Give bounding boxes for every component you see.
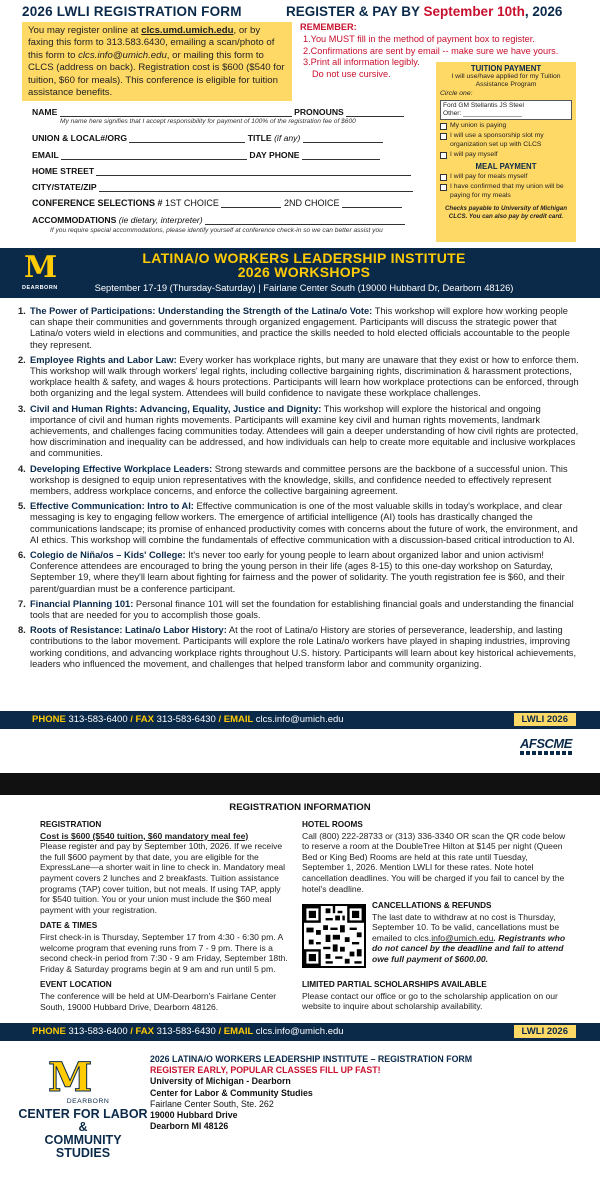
signature-note: My name here signifies that I accept responsibility for payment of 100% of the registration fee of $600 [60,118,356,125]
conf-row [32,198,402,208]
workshop-title: The Power of Participations: Understanding the Strength of the Latina/o Vote: [30,306,373,316]
afscme-logo-stripes [520,751,572,755]
address-line: 19000 Hubbard Drive [150,1110,238,1121]
conf-label: CONFERENCE SELECTIONS # [32,198,163,208]
um-logo: M [24,250,58,285]
checkbox[interactable] [440,123,447,130]
name-label: NAME [32,107,58,117]
phone-label: PHONE [32,714,66,725]
remember-item: 3.Print all information legibly. [303,57,420,68]
remember-item: 2.Confirmations are sent by email -- make sure we have yours. [303,45,559,56]
union-field[interactable] [129,134,245,143]
check-label: I have confirmed that my union will be paying for my meals [450,183,564,199]
city-label: CITY/STATE/ZIP [32,182,97,192]
meal-payment-title: MEAL PAYMENT [475,162,537,172]
first-choice-label: 1ST CHOICE [165,198,219,208]
cancellations [372,901,572,965]
workshop-title: Effective Communication: Intro to AI: [30,501,194,512]
email-label: EMAIL [223,1026,254,1037]
remember-title: REMEMBER: [300,22,357,32]
address-line: Center for Labor & Community Studies [150,1087,313,1098]
cancel-text-1: The last date to withdraw at no cost is Thursday, September 10. To be valid, cancellations must be emailed to clcs. [372,911,560,943]
email-label: EMAIL [223,714,254,725]
deadline-suffix: , 2026 [524,4,563,19]
city-row [32,182,413,192]
checkbox[interactable] [440,174,447,181]
dates-heading: DATE & TIMES [40,921,98,931]
union-label: UNION & LOCAL#/ORG [32,133,128,143]
registration-info-title: REGISTRATION INFORMATION [229,802,371,813]
fax-label: FAX [135,1026,155,1037]
email-value[interactable]: clcs.info@umich.edu [255,714,344,725]
workshop-number: 4. [18,463,26,474]
pronouns-label: PRONOUNS [294,107,344,117]
lwli-tag: LWLI 2026 [514,1025,576,1038]
address-line: Dearborn MI 48126 [150,1121,229,1132]
workshop-number: 1. [18,306,26,316]
mailing-title: 2026 LATINA/O WORKERS LEADERSHIP INSTITUTE – REGISTRATION FORM [150,1054,473,1064]
workshop-item [18,306,584,351]
reg-info-left [40,820,290,1012]
check-union-paying[interactable] [440,122,572,130]
workshop-body: Personal finance 101 will set the foundation for establishing financial goals and understanding the financial tools that are needed for you to accomplish those goals. [30,598,574,621]
workshop-item [18,625,584,670]
tuition-line: I will use/have applied for my Tuition Assistance Program [451,73,561,89]
check-meals-myself[interactable] [440,173,572,181]
tap-options[interactable] [440,100,572,120]
remember-item: Do not use cursive. [312,69,391,80]
register-deadline [286,4,562,19]
check-pay-myself[interactable] [440,151,572,159]
tap-other-label: Other: [443,110,462,118]
workshop-title: Colegio de Niña/os – Kids' College: [30,550,186,561]
fax-label: FAX [135,714,155,725]
first-choice-field[interactable] [221,199,281,208]
intro-text-2: , or by faxing this form to 313.583.6430, emailing a scan/photo of this form to [28,25,275,61]
email-value[interactable]: clcs.info@umich.edu [255,1026,344,1037]
page-divider [0,773,600,795]
title-label: TITLE [247,133,272,143]
form-title: 2026 LWLI REGISTRATION FORM [22,4,242,19]
workshop-item [18,464,584,498]
cancel-text-2: . Registrants who do not cancel by the deadline and fail to attend owe full payment of $600.00. [372,932,566,964]
clcs-name-line1: CENTER FOR LABOR & [18,1107,148,1134]
tuition-payment-title: TUITION PAYMENT [470,64,542,73]
registration-text: Please register and pay by September 10th, 2026. If we receive the full $600 payment by that date, you are eligible for the ExpressLane—a shorter wait in line to check in. Mandatory meal payment covers 2 lunches and 2 breakfasts. Tuition assistance programs (TAP) cover tuition, but not meals. If using TAP, apply for $540 tuition. You or your union must include the $60 meal payment with your registration. [40,841,286,915]
checkbox[interactable] [440,152,447,159]
cancel-email[interactable]: info@umich.edu [431,932,494,943]
deadline-date: September 10th [423,4,525,19]
accommodations-row [32,215,405,225]
checkbox[interactable] [440,133,447,140]
accommodations-field[interactable] [205,216,405,225]
checkbox[interactable] [440,184,447,191]
check-label: I will use a sponsorship slot my organization set up with CLCS [450,132,544,148]
dates-text: First check-in is Thursday, September 17 from 4:30 - 6:30 pm. A welcome program that evening runs from 7 - 9 pm. There is a second check-in period from 7:30 - 9 am Friday, September 18th. Friday & Saturday programs begin at 9 am and run until 5 pm. [40,931,288,974]
remember-item: 1.You MUST fill in the method of payment box to register. [303,33,535,44]
hotel-text: Call (800) 222-28733 or (313) 336-3340 OR scan the QR code below to reserve a room at the DoubleTree Hilton at $145 per night (Queen Bed or King Bed) Rooms are held at this rate until Tuesday, September 1, 2026. Mention LWLI for these rates. Note hotel cancellation deadlines. You will be charged if you fail to cancel by the hotel's deadline. [302,830,566,894]
location-text: The conference will be held at UM-Dearborn's Fairlane Center South, 19000 Hubbard Drive, Dearborn 48126. [40,990,277,1012]
workshop-body: This workshop will explore the historical and ongoing importance of civil and human rights movements. Participants will examine key civil and human rights movements, landmark achievements, and challenges facing communities today. Attendees will gain a deeper understanding of how civil rights are protected, how discrimination and inequality can be addressed, and how individuals can help to create more equitable and inclusive workplaces and communities. [30,403,579,459]
cancel-text [372,912,572,965]
hotel-qr-code[interactable] [302,904,366,968]
intro-text-3: , or mailing this form to CLCS (address on back). Registration cost is $600 ($540 for tuition, $60 for meals). This conference is eligible for tuition assistance benefits. [28,49,285,99]
accommodations-label: ACCOMMODATIONS [32,215,117,225]
scholarships [302,980,572,1012]
clcs-name [18,1108,148,1160]
registration-heading: REGISTRATION [40,820,102,829]
registration-link[interactable]: clcs.umd.umich.edu [141,25,234,36]
workshop-number: 7. [18,598,26,609]
title-field[interactable] [303,134,383,143]
banner-title: LATINA/O WORKERS LEADERSHIP INSTITUTE [142,250,466,266]
contact-info: PHONE 313-583-6400 / FAX 313-583-6430 / EMAIL clcs.info@umich.edu [32,714,344,725]
workshop-number: 3. [18,403,26,414]
email-field[interactable] [61,151,247,160]
workshop-item [18,550,584,595]
checks-note: Checks payable to University of Michigan CLCS. You can also pay by credit card. [444,204,568,221]
circle-one-label: Circle one: [440,89,473,97]
check-meals-union[interactable] [440,183,572,199]
banner-dates: September 17-19 (Thursday-Saturday) | Fairlane Center South (19000 Hubbard Dr, Dearborn 48126) [94,282,514,293]
accommodations-optional: (ie dietary, interpreter) [118,215,203,225]
workshop-body: Every worker has workplace rights, but many are unaware that they exist or how to enforce them. This workshop will walk through workers' legal rights, including collective bargaining rights, discrimination & harassment protections, workplace health & safety, and wages & hours protections. Participants will learn how workplace protections can be enforced, through both organizing and the legal system. Attendees will build confidence to navigate these workplace challenges. [30,354,579,399]
phone-value[interactable]: 313-583-6400 [68,1026,128,1037]
scholarship-heading: LIMITED PARTIAL SCHOLARSHIPS AVAILABLE [302,980,487,989]
workshop-body: Strong stewards and committee persons are the backbone of a successful union. This workshop is designed to equip union representatives with the knowledge, skills, and confidence needed to effectively represent members, address workplace concerns, and enforce the collective bargaining agreement. [30,463,568,497]
street-label: HOME STREET [32,166,95,176]
check-label: I will pay for meals myself [450,173,528,181]
tap-options-list: Ford GM Stellantis JS Steel [443,101,524,109]
street-row [32,166,411,176]
contact-info: PHONE 313-583-6400 / FAX 313-583-6430 / EMAIL clcs.info@umich.edu [32,1026,344,1037]
payment-box [436,62,576,242]
reg-info-right-top [302,820,572,894]
workshop-list [18,306,584,674]
hotel-heading: HOTEL ROOMS [302,820,363,829]
workshop-number: 2. [18,354,26,365]
workshop-item [18,599,584,621]
banner-subtitle: 2026 WORKSHOPS [237,264,371,280]
day-phone-label: DAY PHONE [249,150,300,160]
accommodations-note: If you require special accommodations, please identify yourself at conference check-in so we can better assist you [50,227,383,234]
qr-icon [304,906,364,966]
intro-email[interactable]: clcs.info@umich.edu [78,49,167,61]
workshop-title: Civil and Human Rights: Advancing, Equality, Justice and Dignity: [30,403,322,414]
workshop-number: 6. [18,550,26,561]
cancel-heading: CANCELLATIONS & REFUNDS [372,901,492,910]
second-choice-label: 2ND CHOICE [283,198,340,208]
workshop-title: Roots of Resistance: Latina/o Labor History: [30,625,227,636]
check-label: I will pay myself [450,150,498,158]
registration-cost: Cost is $600 ($540 tuition, $60 mandatory meal fee) [40,830,249,841]
check-label: My union is paying [450,122,507,130]
um-block-m-logo: M [48,1054,93,1101]
check-sponsorship[interactable] [440,132,572,148]
address-line: Fairlane Center South, Ste. 262 [150,1098,274,1109]
lwli-tag: LWLI 2026 [514,713,576,726]
contact-bar [0,711,600,729]
email-label: EMAIL [32,150,59,160]
um-logo-sub: DEARBORN [22,285,58,291]
title-optional: (if any) [274,133,301,143]
afscme-logo: AFSCME [520,736,572,751]
union-row [32,133,383,143]
street-field[interactable] [96,167,411,176]
workshop-body: At the root of Latina/o History are stories of perseverance, leadership, and lasting contributions to the labor movement. Participants will explore the role Latina/o workers have played in shaping industries, improving working conditions, and advancing workplace rights throughout U.S. history. Participants will learn about key historical achievements, leaders who influenced the movement, and challenges that helped transform labor and community organizing. [30,625,577,669]
clcs-name-line2: COMMUNITY STUDIES [44,1133,122,1160]
name-field[interactable] [60,108,292,117]
fax-value: 313-583-6430 [156,1026,216,1037]
workshop-body: Effective communication is one of the most valuable skills in today's workplace, and clear messaging is key to engaging fellow workers. The emergence of artificial intelligence (AI) tools has drastically changed the communications landscape; its promise of enhanced productivity comes with concerns about the future of work, the environment, and AI ethics. This workshop will combine the fundamentals of effective communication with a discussion-based critical introduction to AI. [30,501,578,545]
workshop-item [18,404,584,460]
deadline-prefix: REGISTER & PAY BY [286,4,424,19]
phone-label: PHONE [32,1026,66,1037]
city-field[interactable] [99,183,413,192]
contact-bar-bottom [0,1023,600,1041]
workshop-number: 5. [18,501,26,512]
scholarship-text: Please contact our office or go to the scholarship application on our website to inquire about scholarship availability. [302,990,558,1012]
workshop-item [18,355,584,400]
intro-box [22,22,292,101]
phone-value[interactable]: 313-583-6400 [68,714,128,725]
tap-other: Other: ________________ [443,110,522,118]
second-choice-field[interactable] [342,199,402,208]
fax-value: 313-583-6430 [156,714,216,725]
pronouns-field[interactable] [346,108,404,117]
email-row [32,150,380,160]
um-dearborn-label: DEARBORN [66,1098,110,1105]
address-line: University of Michigan - Dearborn [150,1076,291,1087]
mailing-info [150,1054,472,1132]
name-row [32,107,404,117]
workshop-number: 8. [18,625,26,636]
workshop-title: Employee Rights and Labor Law: [30,354,177,365]
day-phone-field[interactable] [302,151,380,160]
workshop-title: Financial Planning 101: [30,598,134,609]
workshop-body: This workshop will explore how working people can shape their communities and governments through organized engagement. Participants will discuss the strategic power that Latina/o voters wield in elections and communities, and practice the skills needed to hold elected officials accountable to the people they represent. [30,306,570,350]
mailing-slogan: REGISTER EARLY, POPULAR CLASSES FILL UP FAST! [150,1065,381,1076]
location-heading: EVENT LOCATION [40,980,112,990]
workshop-body: It's never too early for young people to learn about organized labor and union activism! Conference attendees are encouraged to bring the young person in their life (ages 8-15) to this one-day workshop on Saturday, September 19, where they'll learn about fighting for fairness and the power of solidarity. The youth registration fee is $60, and their parent/guardian must be a conference participant. [30,550,565,594]
workshop-title: Developing Effective Workplace Leaders: [30,463,213,474]
intro-text-1: You may register online at [28,25,142,36]
workshop-item [18,501,584,546]
